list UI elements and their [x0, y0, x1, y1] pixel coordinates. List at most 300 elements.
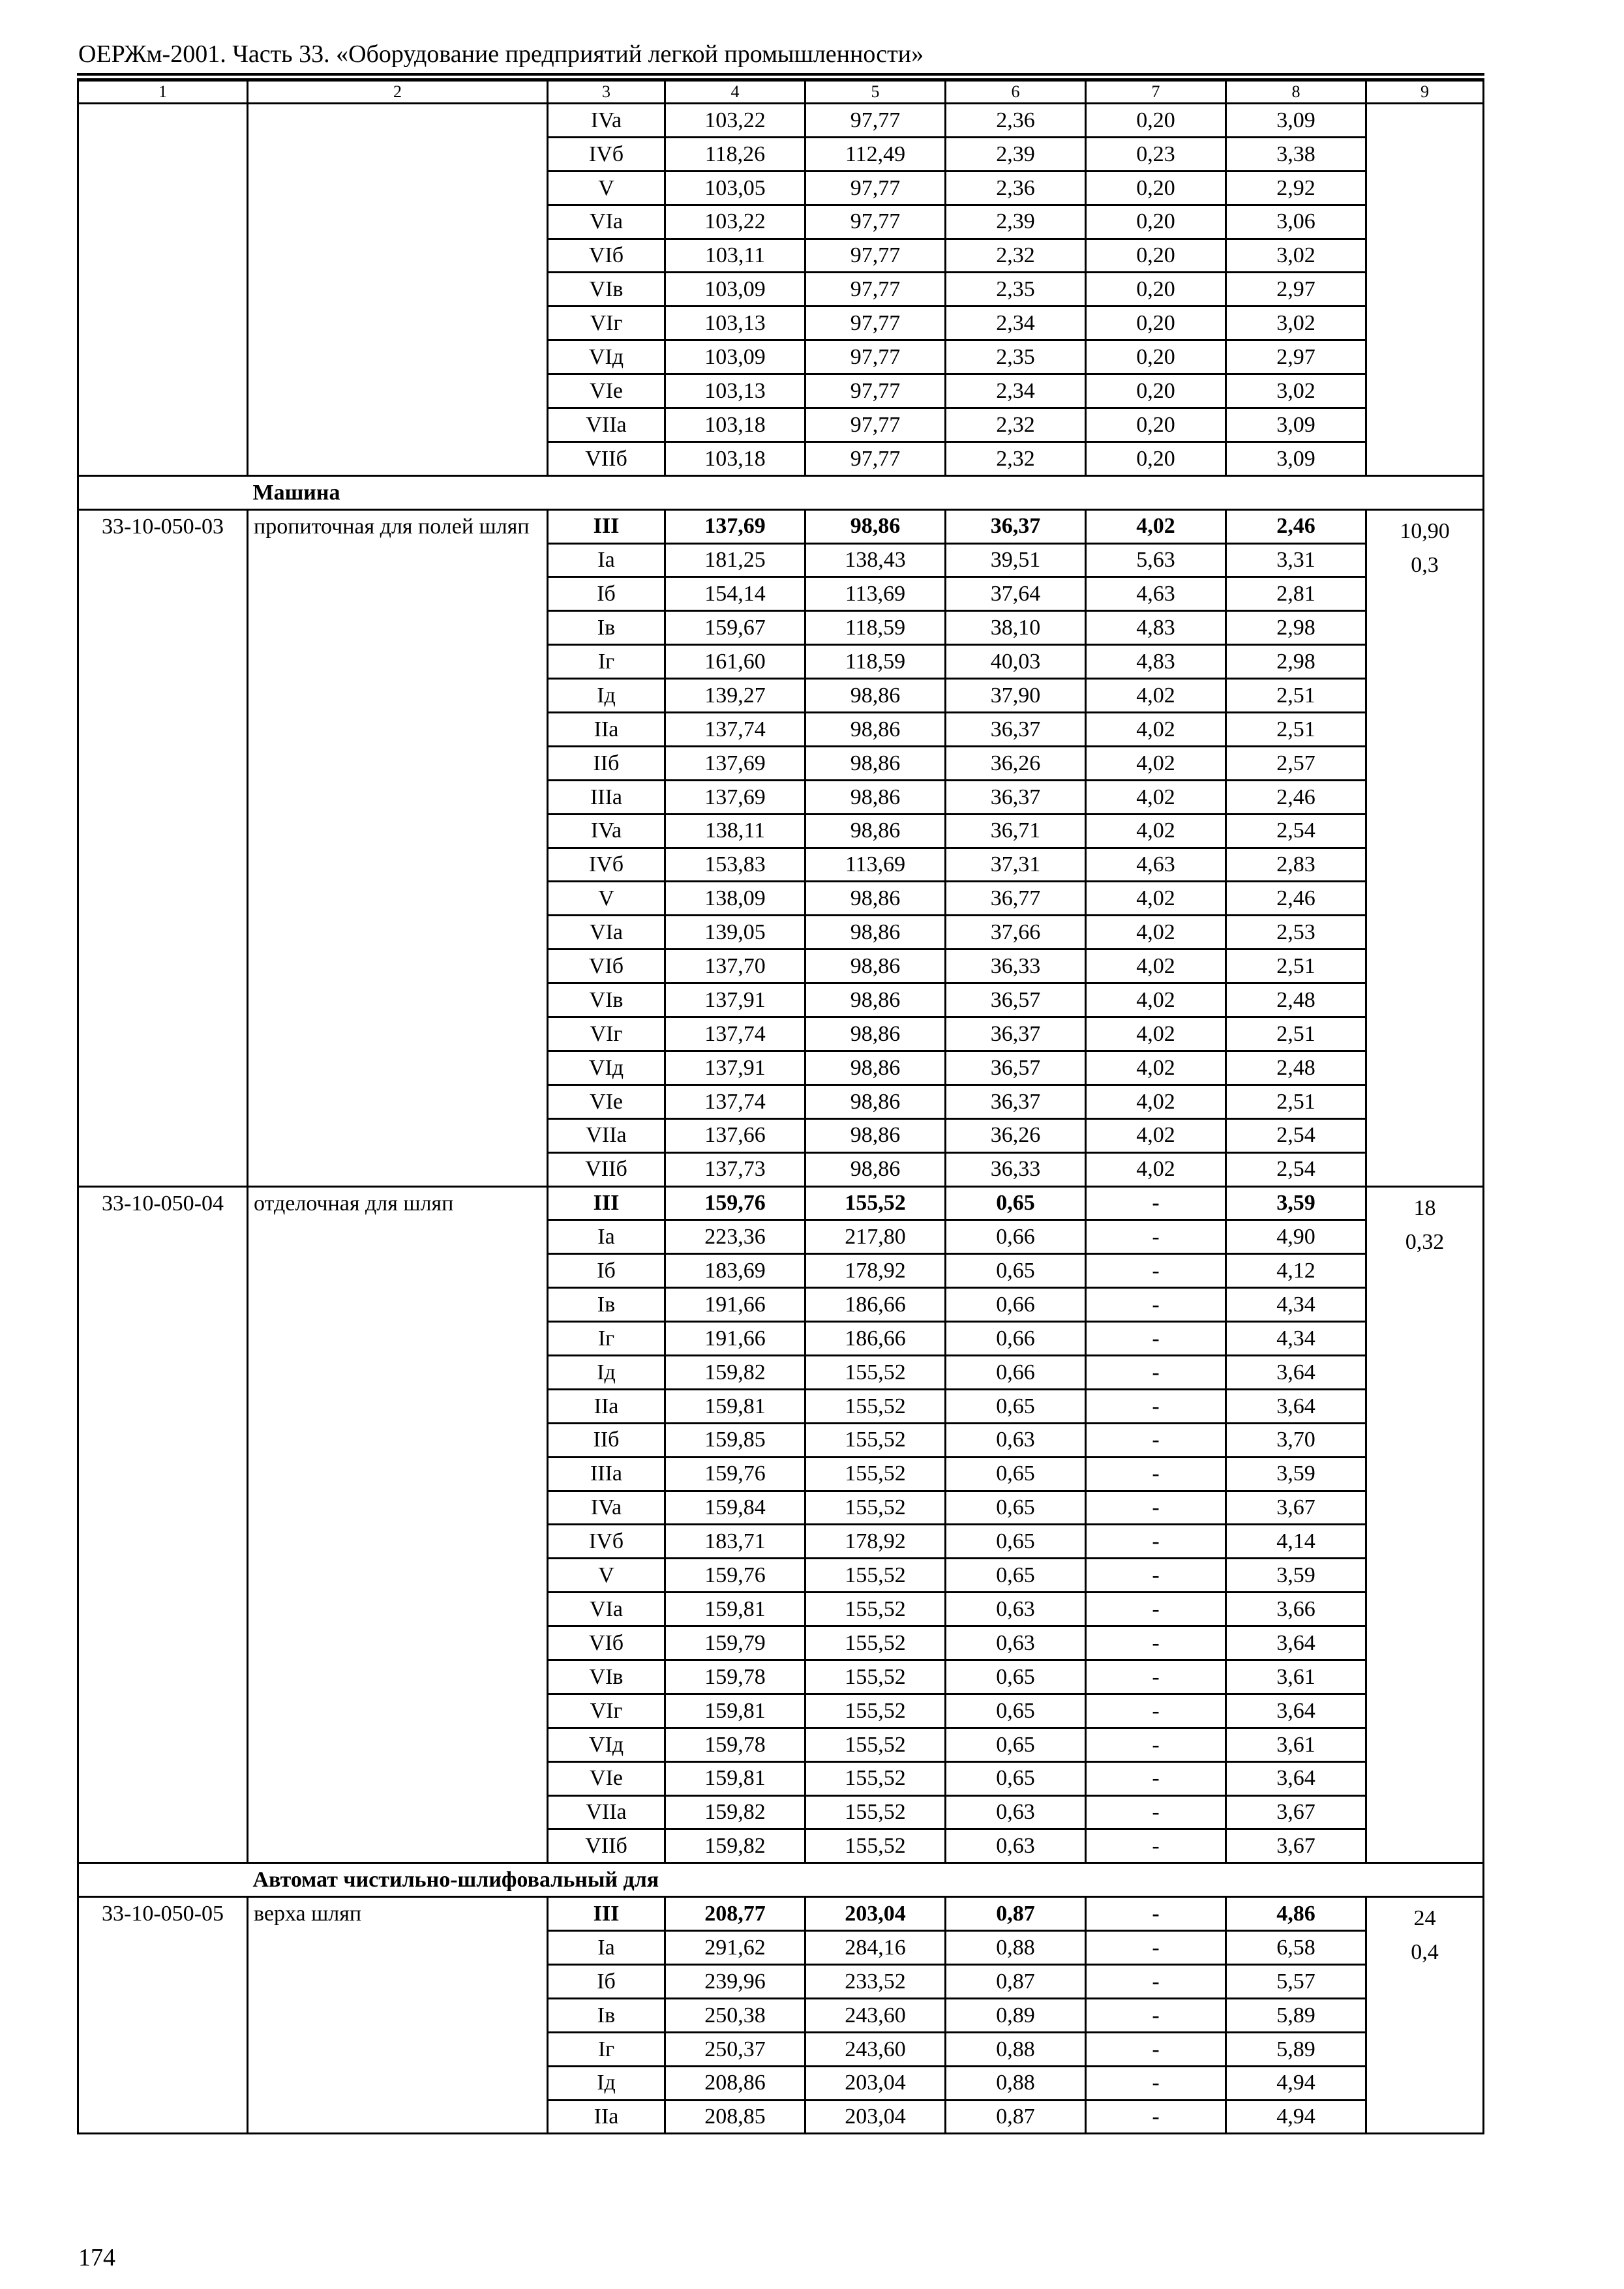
rate-value: 159,76: [665, 1559, 805, 1593]
rate-value: 186,66: [805, 1322, 946, 1356]
rate-value: 2,32: [946, 408, 1086, 442]
rate-value: 2,39: [946, 205, 1086, 239]
rate-value: 155,52: [805, 1626, 946, 1660]
rate-value: 2,46: [1226, 509, 1366, 543]
rate-value: 5,89: [1226, 1998, 1366, 2032]
zone-code: VIг: [548, 307, 665, 340]
rate-value: 2,46: [1226, 882, 1366, 916]
rate-value: 36,57: [946, 983, 1086, 1017]
rate-value: 4,63: [1086, 848, 1226, 882]
header-rule-thick: [77, 73, 1484, 76]
rate-value: 159,82: [665, 1795, 805, 1829]
rate-value: 159,81: [665, 1694, 805, 1728]
rate-value: 137,74: [665, 1085, 805, 1118]
zone-code: IVa: [548, 104, 665, 138]
rate-value: 137,66: [665, 1118, 805, 1152]
rate-value: 118,59: [805, 611, 946, 645]
rate-value: 103,09: [665, 340, 805, 374]
rate-value: 159,82: [665, 1829, 805, 1863]
rate-value: 3,61: [1226, 1728, 1366, 1761]
rate-value: 159,82: [665, 1355, 805, 1389]
section-title: Машина: [248, 475, 1366, 509]
zone-code: VIIб: [548, 1829, 665, 1863]
zone-code: V: [548, 1559, 665, 1593]
rate-value: 203,04: [805, 1897, 946, 1931]
rate-value: 97,77: [805, 171, 946, 205]
zone-code: VIв: [548, 983, 665, 1017]
rate-value: 4,02: [1086, 1051, 1226, 1085]
item-extra: [1366, 1186, 1484, 1863]
rate-value: 2,48: [1226, 1051, 1366, 1085]
rate-value: 0,66: [946, 1322, 1086, 1356]
rate-value: -: [1086, 1559, 1226, 1593]
rate-value: 3,09: [1226, 441, 1366, 475]
rate-value: 2,98: [1226, 645, 1366, 679]
rate-value: 139,27: [665, 679, 805, 713]
rate-value: 98,86: [805, 916, 946, 950]
rate-value: 250,38: [665, 1998, 805, 2032]
item-name: отделочная для шляп: [248, 1186, 548, 1863]
rate-value: -: [1086, 2100, 1226, 2134]
section-code-cell: [78, 1863, 248, 1897]
rate-value: 0,63: [946, 1795, 1086, 1829]
page-header: ОЕРЖм-2001. Часть 33. «Оборудование предприятий легкой промышленности»: [78, 40, 924, 68]
item-name: пропиточная для полей шляп: [248, 509, 548, 1186]
rate-value: 0,63: [946, 1593, 1086, 1626]
rate-value: 0,89: [946, 1998, 1086, 2032]
rate-value: 98,86: [805, 1051, 946, 1085]
rate-value: 39,51: [946, 543, 1086, 577]
rate-value: 5,63: [1086, 543, 1226, 577]
rate-value: 0,65: [946, 1694, 1086, 1728]
rate-value: 138,09: [665, 882, 805, 916]
zone-code: VIe: [548, 374, 665, 408]
column-number: 6: [946, 81, 1086, 104]
zone-code: Iг: [548, 1322, 665, 1356]
rate-value: 159,81: [665, 1761, 805, 1795]
zone-code: III: [548, 1186, 665, 1220]
rate-value: 97,77: [805, 273, 946, 307]
rate-value: 2,81: [1226, 577, 1366, 611]
rate-value: 137,74: [665, 1017, 805, 1051]
rate-value: 0,20: [1086, 104, 1226, 138]
zone-code: Iд: [548, 2066, 665, 2100]
column-number: 9: [1366, 81, 1484, 104]
rate-value: 4,02: [1086, 780, 1226, 814]
rate-value: 2,35: [946, 340, 1086, 374]
zone-code: IVa: [548, 814, 665, 848]
rate-value: 137,73: [665, 1152, 805, 1186]
rate-value: 159,78: [665, 1728, 805, 1761]
zone-code: VIд: [548, 1728, 665, 1761]
rate-value: 2,97: [1226, 273, 1366, 307]
rate-value: 208,77: [665, 1897, 805, 1931]
rate-value: 186,66: [805, 1288, 946, 1322]
rate-value: 98,86: [805, 950, 946, 983]
rate-value: 0,63: [946, 1626, 1086, 1660]
extra-value: 18: [1413, 1195, 1436, 1220]
table-row: [78, 104, 1484, 138]
rate-value: 2,51: [1226, 1017, 1366, 1051]
rate-value: 4,83: [1086, 611, 1226, 645]
zone-code: V: [548, 882, 665, 916]
rate-value: 154,14: [665, 577, 805, 611]
rate-value: 0,66: [946, 1288, 1086, 1322]
rate-value: 4,86: [1226, 1897, 1366, 1931]
rate-value: -: [1086, 1423, 1226, 1457]
column-number: 4: [665, 81, 805, 104]
table-body: [78, 81, 1484, 2134]
rate-value: -: [1086, 1525, 1226, 1559]
rate-value: 203,04: [805, 2100, 946, 2134]
rate-value: 155,52: [805, 1355, 946, 1389]
rate-value: 3,02: [1226, 307, 1366, 340]
column-number: 7: [1086, 81, 1226, 104]
zone-code: Iб: [548, 577, 665, 611]
rate-value: 155,52: [805, 1660, 946, 1694]
zone-code: Iд: [548, 679, 665, 713]
rate-value: 4,02: [1086, 950, 1226, 983]
rate-value: 118,26: [665, 137, 805, 171]
rate-value: 137,74: [665, 713, 805, 747]
rate-value: 0,65: [946, 1525, 1086, 1559]
rate-value: 4,02: [1086, 882, 1226, 916]
zone-code: Ia: [548, 543, 665, 577]
rate-value: 3,59: [1226, 1559, 1366, 1593]
rate-value: 3,02: [1226, 239, 1366, 273]
rate-value: 0,65: [946, 1559, 1086, 1593]
rate-value: 161,60: [665, 645, 805, 679]
rate-value: 243,60: [805, 2032, 946, 2066]
rate-value: 159,78: [665, 1660, 805, 1694]
extra-value: 0,3: [1411, 552, 1439, 577]
rate-value: 0,20: [1086, 273, 1226, 307]
rate-value: 0,63: [946, 1423, 1086, 1457]
rate-value: 103,09: [665, 273, 805, 307]
rate-value: 4,02: [1086, 916, 1226, 950]
rate-value: 98,86: [805, 746, 946, 780]
zone-code: VIe: [548, 1085, 665, 1118]
rate-value: 155,52: [805, 1186, 946, 1220]
zone-code: VIв: [548, 1660, 665, 1694]
zone-code: Iг: [548, 645, 665, 679]
rate-value: 112,49: [805, 137, 946, 171]
rate-value: 137,70: [665, 950, 805, 983]
rate-value: 3,61: [1226, 1660, 1366, 1694]
rate-value: 137,91: [665, 1051, 805, 1085]
rate-value: 36,37: [946, 509, 1086, 543]
rate-value: 38,10: [946, 611, 1086, 645]
rate-value: 138,11: [665, 814, 805, 848]
rate-value: 155,52: [805, 1761, 946, 1795]
zone-code: IVб: [548, 848, 665, 882]
rate-value: 239,96: [665, 1964, 805, 1998]
rate-value: 0,87: [946, 1964, 1086, 1998]
rate-value: 2,53: [1226, 916, 1366, 950]
item-code: 33-10-050-05: [78, 1897, 248, 2134]
rate-value: 4,02: [1086, 679, 1226, 713]
rate-value: 3,64: [1226, 1355, 1366, 1389]
zone-code: IIa: [548, 2100, 665, 2134]
rate-value: 4,02: [1086, 509, 1226, 543]
rate-value: 97,77: [805, 408, 946, 442]
rate-value: 208,86: [665, 2066, 805, 2100]
rate-value: 4,02: [1086, 1118, 1226, 1152]
rate-value: 3,38: [1226, 137, 1366, 171]
zone-code: VIб: [548, 950, 665, 983]
zone-code: VIa: [548, 916, 665, 950]
rate-value: 139,05: [665, 916, 805, 950]
rate-value: 36,57: [946, 1051, 1086, 1085]
rate-value: 2,54: [1226, 1152, 1366, 1186]
rate-value: 97,77: [805, 205, 946, 239]
zone-code: VIe: [548, 1761, 665, 1795]
rate-value: 2,46: [1226, 780, 1366, 814]
rate-value: 0,87: [946, 2100, 1086, 2134]
rate-value: 103,13: [665, 307, 805, 340]
rate-value: 181,25: [665, 543, 805, 577]
section-row: [78, 1863, 1484, 1897]
rate-value: 2,36: [946, 171, 1086, 205]
rate-value: 98,86: [805, 509, 946, 543]
rate-value: 2,51: [1226, 1085, 1366, 1118]
rate-value: -: [1086, 1998, 1226, 2032]
item-extra: [1366, 1897, 1484, 2134]
rate-value: 4,90: [1226, 1220, 1366, 1254]
rate-value: -: [1086, 1355, 1226, 1389]
rate-value: 3,59: [1226, 1186, 1366, 1220]
zone-code: IIIa: [548, 1457, 665, 1491]
zone-code: Iд: [548, 1355, 665, 1389]
rate-value: 0,20: [1086, 374, 1226, 408]
rate-value: 2,32: [946, 239, 1086, 273]
rate-value: 6,58: [1226, 1931, 1366, 1965]
rate-value: -: [1086, 1593, 1226, 1626]
rate-value: 2,98: [1226, 611, 1366, 645]
rate-value: 3,70: [1226, 1423, 1366, 1457]
rate-value: 2,54: [1226, 814, 1366, 848]
rate-value: 0,65: [946, 1728, 1086, 1761]
rate-value: 2,51: [1226, 950, 1366, 983]
rate-value: 137,69: [665, 746, 805, 780]
item-extra: [1366, 104, 1484, 476]
section-code-cell: [78, 475, 248, 509]
rate-value: 103,18: [665, 408, 805, 442]
rate-value: -: [1086, 1694, 1226, 1728]
column-number: 2: [248, 81, 548, 104]
rate-value: -: [1086, 1626, 1226, 1660]
rate-value: 217,80: [805, 1220, 946, 1254]
rate-value: 4,02: [1086, 1152, 1226, 1186]
rate-value: 155,52: [805, 1795, 946, 1829]
zone-code: Ia: [548, 1931, 665, 1965]
rate-value: 250,37: [665, 2032, 805, 2066]
rate-value: 4,94: [1226, 2100, 1366, 2134]
rate-value: 97,77: [805, 239, 946, 273]
rate-value: 3,67: [1226, 1795, 1366, 1829]
rate-value: 3,31: [1226, 543, 1366, 577]
column-number: 1: [78, 81, 248, 104]
rate-value: 155,52: [805, 1559, 946, 1593]
rate-value: 0,65: [946, 1761, 1086, 1795]
zone-code: VIв: [548, 273, 665, 307]
rate-value: 178,92: [805, 1254, 946, 1288]
rate-value: 4,02: [1086, 1017, 1226, 1051]
rate-value: 5,57: [1226, 1964, 1366, 1998]
rate-value: 153,83: [665, 848, 805, 882]
rate-value: -: [1086, 1491, 1226, 1525]
rate-value: 2,36: [946, 104, 1086, 138]
rate-value: 203,04: [805, 2066, 946, 2100]
rate-value: 191,66: [665, 1322, 805, 1356]
column-number: 3: [548, 81, 665, 104]
rate-value: 97,77: [805, 441, 946, 475]
rate-value: -: [1086, 2032, 1226, 2066]
rate-value: 103,18: [665, 441, 805, 475]
rate-value: -: [1086, 1795, 1226, 1829]
rate-value: 0,63: [946, 1829, 1086, 1863]
rate-value: 4,12: [1226, 1254, 1366, 1288]
zone-code: VIIa: [548, 1118, 665, 1152]
section-tail-cell: [1366, 1863, 1484, 1897]
rate-value: -: [1086, 1964, 1226, 1998]
rate-value: 103,13: [665, 374, 805, 408]
rate-value: 3,66: [1226, 1593, 1366, 1626]
rate-value: 0,65: [946, 1491, 1086, 1525]
rate-value: 3,67: [1226, 1829, 1366, 1863]
rate-value: 113,69: [805, 577, 946, 611]
zone-code: VIг: [548, 1017, 665, 1051]
rate-value: 103,05: [665, 171, 805, 205]
rate-value: 36,26: [946, 746, 1086, 780]
zone-code: IVб: [548, 137, 665, 171]
rate-value: 155,52: [805, 1593, 946, 1626]
rate-value: 36,77: [946, 882, 1086, 916]
zone-code: VIб: [548, 1626, 665, 1660]
rate-value: -: [1086, 1728, 1226, 1761]
rate-value: 4,02: [1086, 814, 1226, 848]
rate-value: 37,64: [946, 577, 1086, 611]
zone-code: Iб: [548, 1964, 665, 1998]
rate-value: 155,52: [805, 1829, 946, 1863]
extra-value: 10,90: [1400, 518, 1450, 543]
rate-value: 0,88: [946, 2032, 1086, 2066]
rate-value: -: [1086, 2066, 1226, 2100]
zone-code: VIa: [548, 1593, 665, 1626]
rate-value: 0,66: [946, 1355, 1086, 1389]
zone-code: Ia: [548, 1220, 665, 1254]
zone-code: III: [548, 509, 665, 543]
item-extra: [1366, 509, 1484, 1186]
rate-value: 98,86: [805, 1152, 946, 1186]
table-row: [78, 1186, 1484, 1220]
rate-value: 4,02: [1086, 983, 1226, 1017]
rate-value: 0,66: [946, 1220, 1086, 1254]
rate-value: 4,83: [1086, 645, 1226, 679]
rate-value: -: [1086, 1829, 1226, 1863]
rate-value: -: [1086, 1897, 1226, 1931]
rate-value: 4,34: [1226, 1288, 1366, 1322]
column-number: 5: [805, 81, 946, 104]
rate-value: 37,90: [946, 679, 1086, 713]
zone-code: Iг: [548, 2032, 665, 2066]
rate-value: 137,69: [665, 780, 805, 814]
rate-value: 36,37: [946, 1017, 1086, 1051]
rate-value: 137,91: [665, 983, 805, 1017]
extra-value: 24: [1413, 1906, 1436, 1931]
rate-value: 4,02: [1086, 746, 1226, 780]
rate-value: 118,59: [805, 645, 946, 679]
zone-code: V: [548, 171, 665, 205]
zone-code: VIIa: [548, 408, 665, 442]
extra-value: 0,4: [1411, 1940, 1439, 1965]
rate-value: 159,84: [665, 1491, 805, 1525]
rate-value: 36,37: [946, 1085, 1086, 1118]
rate-value: 3,64: [1226, 1626, 1366, 1660]
rate-value: 159,67: [665, 611, 805, 645]
rate-value: 0,88: [946, 1931, 1086, 1965]
rate-value: 103,22: [665, 205, 805, 239]
rate-value: 0,65: [946, 1186, 1086, 1220]
rates-table: [77, 80, 1484, 2134]
rate-value: -: [1086, 1322, 1226, 1356]
rate-value: 178,92: [805, 1525, 946, 1559]
rate-value: 284,16: [805, 1931, 946, 1965]
rate-value: 223,36: [665, 1220, 805, 1254]
rate-value: 98,86: [805, 780, 946, 814]
column-number-row: [78, 81, 1484, 104]
rate-value: 36,26: [946, 1118, 1086, 1152]
rate-value: 159,76: [665, 1457, 805, 1491]
rate-value: -: [1086, 1389, 1226, 1423]
rate-value: -: [1086, 1761, 1226, 1795]
rate-value: 183,71: [665, 1525, 805, 1559]
rate-value: 2,51: [1226, 679, 1366, 713]
rate-value: 3,64: [1226, 1761, 1366, 1795]
zone-code: IVб: [548, 1525, 665, 1559]
rate-value: 2,48: [1226, 983, 1366, 1017]
rate-value: 3,09: [1226, 408, 1366, 442]
rate-value: 0,87: [946, 1897, 1086, 1931]
section-row: [78, 475, 1484, 509]
rate-value: 98,86: [805, 1017, 946, 1051]
zone-code: Iв: [548, 1288, 665, 1322]
rate-value: 2,35: [946, 273, 1086, 307]
rate-value: 4,02: [1086, 713, 1226, 747]
rate-value: 2,92: [1226, 171, 1366, 205]
rate-value: 0,20: [1086, 408, 1226, 442]
rate-value: 243,60: [805, 1998, 946, 2032]
rate-value: 97,77: [805, 340, 946, 374]
rate-value: 37,66: [946, 916, 1086, 950]
zone-code: Iв: [548, 611, 665, 645]
rate-value: 155,52: [805, 1491, 946, 1525]
rate-value: 0,20: [1086, 205, 1226, 239]
rate-value: 233,52: [805, 1964, 946, 1998]
zone-code: VIд: [548, 340, 665, 374]
rate-value: 98,86: [805, 1118, 946, 1152]
rate-value: 36,33: [946, 950, 1086, 983]
rate-value: 155,52: [805, 1423, 946, 1457]
rate-value: 137,69: [665, 509, 805, 543]
rate-value: 3,59: [1226, 1457, 1366, 1491]
zone-code: III: [548, 1897, 665, 1931]
rate-value: 97,77: [805, 307, 946, 340]
zone-code: IIб: [548, 1423, 665, 1457]
rate-value: 0,65: [946, 1389, 1086, 1423]
zone-code: Iб: [548, 1254, 665, 1288]
item-code: [78, 104, 248, 476]
